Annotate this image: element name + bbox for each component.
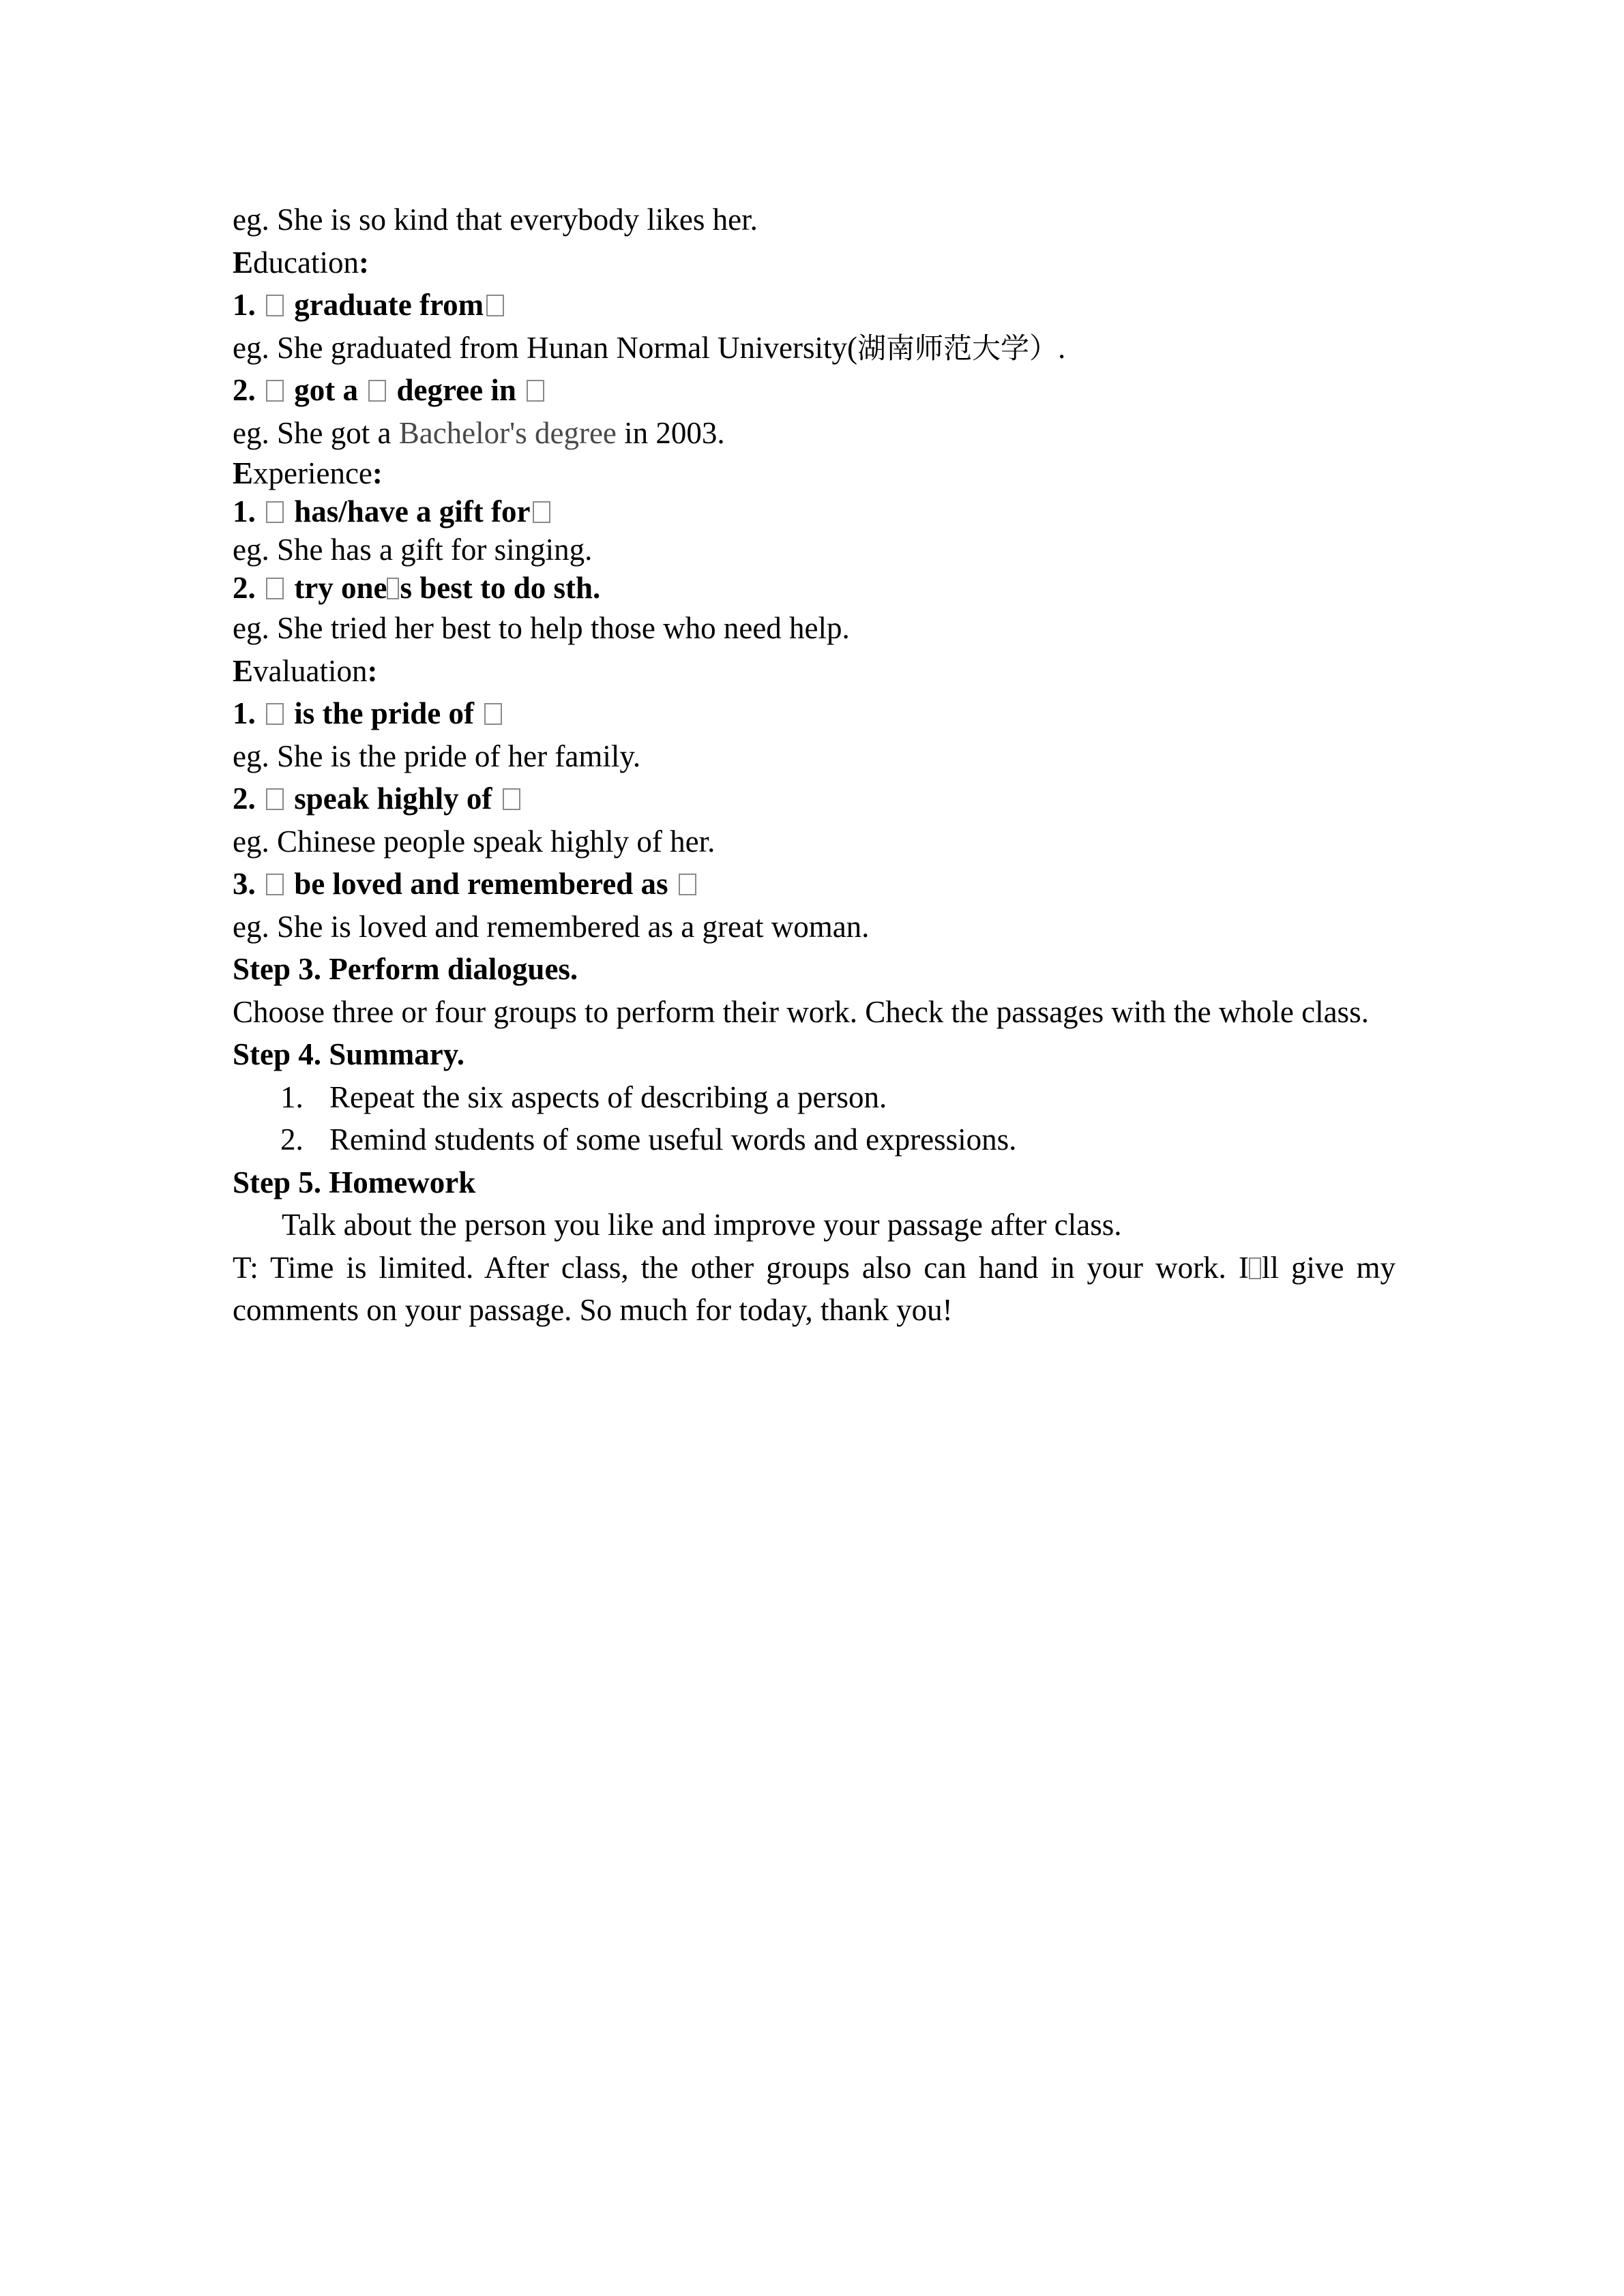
- heading-rest: xperience: [253, 456, 372, 490]
- heading-rest: ducation: [253, 245, 359, 280]
- item-number: 2.: [233, 373, 256, 407]
- apostrophe-box-icon: [1249, 1257, 1261, 1279]
- experience-example-1: eg. She has a gift for singing.: [233, 533, 593, 567]
- item-phrase-a: try one: [294, 571, 387, 605]
- item-number: 2.: [233, 571, 256, 605]
- placeholder-box-icon: [266, 380, 284, 402]
- example-chinese-text: 湖南师范大学）: [857, 331, 1059, 365]
- item-phrase: be loved and remembered as: [294, 867, 668, 901]
- step4-list-item: [233, 1118, 1396, 1161]
- placeholder-box-icon: [266, 703, 284, 725]
- example-kind: eg. She is so kind that everybody likes her.: [233, 203, 758, 237]
- evaluation-item-3: [233, 863, 1396, 906]
- heading-initial: E: [233, 653, 254, 688]
- step4-list-item: [233, 1076, 1396, 1119]
- item-number: 1.: [233, 494, 256, 528]
- experience-item-2: [233, 569, 1396, 607]
- education-example-2: [233, 412, 1396, 455]
- placeholder-box-icon: [266, 578, 284, 599]
- list-text: Repeat the six aspects of describing a person.: [329, 1079, 887, 1114]
- heading-initial: E: [233, 245, 254, 280]
- example-end: in 2003.: [616, 415, 725, 450]
- item-phrase: speak highly of: [294, 781, 492, 816]
- item-phrase-a: got a: [294, 373, 358, 407]
- item-phrase: graduate from: [294, 288, 484, 322]
- education-item-2: [233, 369, 1396, 412]
- experience-heading: [233, 454, 1396, 492]
- evaluation-example-3: eg. She is loved and remembered as a great woman.: [233, 909, 870, 944]
- step5-title: Step 5. Homework: [233, 1165, 476, 1199]
- heading-initial: E: [233, 456, 254, 490]
- experience-item-1: [233, 492, 1396, 531]
- item-number: 2.: [233, 781, 256, 816]
- placeholder-box-icon: [533, 501, 550, 523]
- list-text: Remind students of some useful words and expressions.: [329, 1122, 1017, 1157]
- step5-body: Talk about the person you like and improve your passage after class.: [282, 1208, 1122, 1242]
- education-heading: [233, 241, 1396, 284]
- evaluation-item-2: [233, 777, 1396, 820]
- item-number: 1.: [233, 288, 256, 322]
- example-end: .: [1058, 330, 1066, 365]
- placeholder-box-icon: [527, 380, 544, 402]
- example-highlight: Bachelor's degree: [398, 415, 617, 450]
- document-page: [233, 198, 1396, 1332]
- evaluation-heading: [233, 650, 1396, 693]
- step4-title: Step 4. Summary.: [233, 1037, 465, 1071]
- apostrophe-box-icon: [387, 578, 399, 599]
- item-phrase: has/have a gift for: [294, 494, 531, 528]
- placeholder-box-icon: [266, 501, 284, 523]
- experience-example-2: eg. She tried her best to help those who need help.: [233, 611, 850, 645]
- placeholder-box-icon: [486, 295, 504, 316]
- heading-colon: :: [358, 245, 369, 280]
- closing-text-end: ll give my comments on your passage. So much for today, thank you!: [233, 1250, 1396, 1327]
- evaluation-example-1: eg. She is the pride of her family.: [233, 739, 641, 773]
- example-text: eg. She got a: [233, 415, 399, 450]
- placeholder-box-icon: [484, 703, 502, 725]
- list-number: 2.: [280, 1122, 304, 1157]
- list-number: 1.: [280, 1079, 304, 1114]
- item-phrase: is the pride of: [294, 696, 474, 730]
- item-phrase-b: s best to do sth.: [400, 571, 601, 605]
- education-item-1: [233, 284, 1396, 327]
- step3-title: Step 3. Perform dialogues.: [233, 952, 578, 986]
- placeholder-box-icon: [266, 295, 284, 316]
- evaluation-item-1: [233, 692, 1396, 735]
- placeholder-box-icon: [266, 874, 284, 895]
- closing-text: T: Time is limited. After class, the other groups also can hand in your work. I: [233, 1250, 1249, 1285]
- placeholder-box-icon: [679, 874, 696, 895]
- placeholder-box-icon: [503, 788, 520, 810]
- evaluation-example-2: eg. Chinese people speak highly of her.: [233, 824, 715, 859]
- item-number: 1.: [233, 696, 256, 730]
- placeholder-box-icon: [368, 380, 386, 402]
- heading-rest: valuation: [253, 653, 368, 688]
- heading-colon: :: [367, 653, 378, 688]
- item-phrase-b: degree in: [396, 373, 516, 407]
- heading-colon: :: [372, 456, 383, 490]
- step3-body: Choose three or four groups to perform their work. Check the passages with the whole class.: [233, 994, 1369, 1029]
- item-number: 3.: [233, 867, 256, 901]
- placeholder-box-icon: [266, 788, 284, 810]
- education-example-1: [233, 327, 1396, 370]
- example-text: eg. She graduated from Hunan Normal University(: [233, 330, 857, 365]
- closing-paragraph: [233, 1247, 1396, 1332]
